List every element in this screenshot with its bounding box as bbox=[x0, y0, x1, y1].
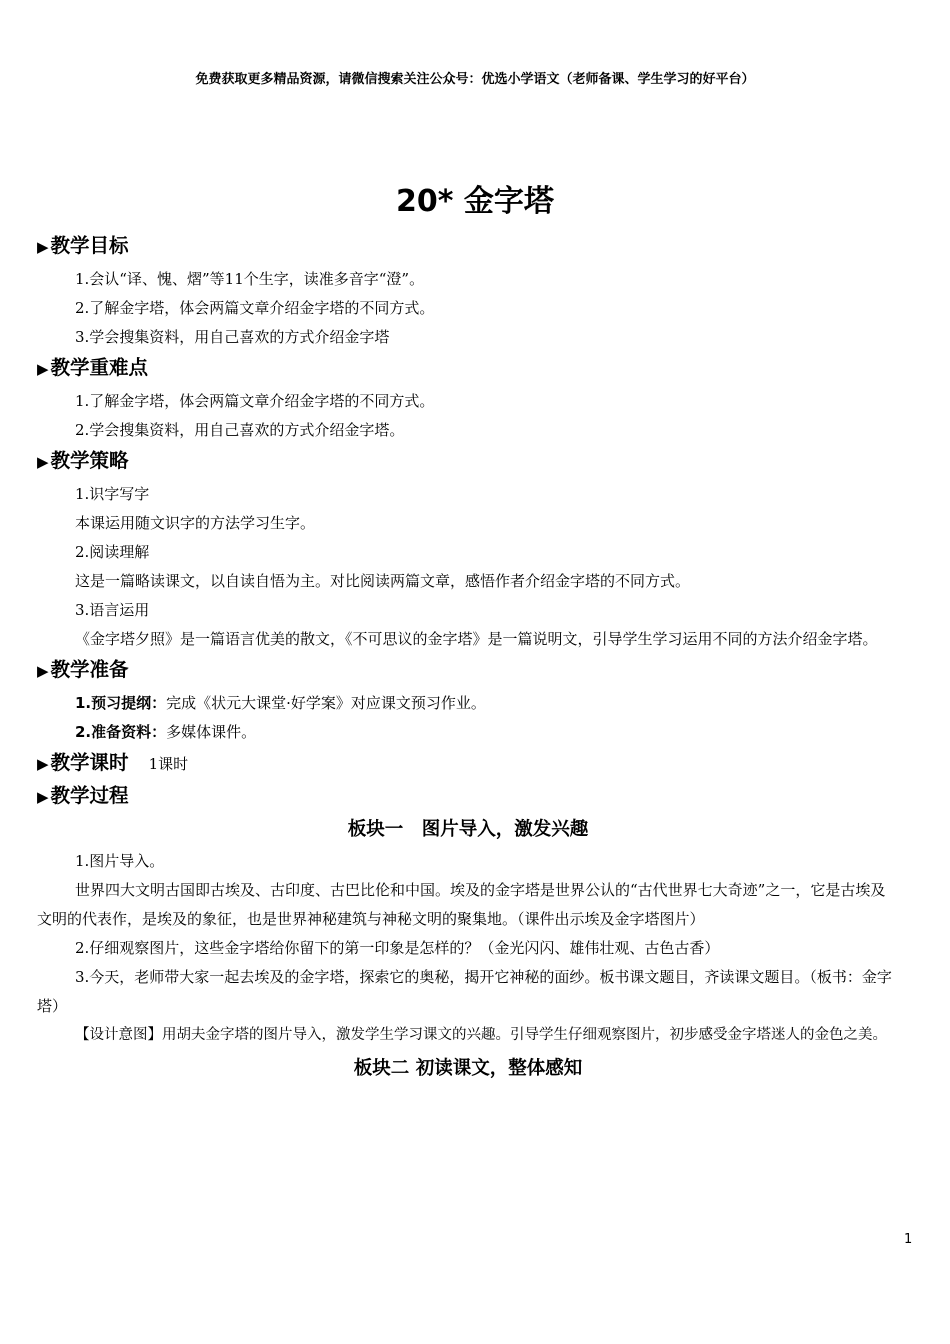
goal-item: 2.了解金字塔，体会两篇文章介绍金字塔的不同方式。 bbox=[75, 299, 435, 317]
block-two-title: 板块二 初读课文，整体感知 bbox=[353, 1058, 583, 1079]
block-one-title: 板块一 图片导入，激发兴趣 bbox=[347, 819, 589, 840]
hours-value: 1课时 bbox=[148, 755, 189, 773]
section-heading-strategy: ▶ 教学策略 bbox=[37, 449, 129, 472]
process-item: 1.图片导入。 bbox=[75, 852, 165, 870]
goal-item: 3.学会搜集资料，用自己喜欢的方式介绍金字塔 bbox=[75, 328, 390, 346]
triangle-marker-icon: ▶ bbox=[37, 788, 49, 806]
goal-item: 1.会认“译、愧、熠”等11个生字，读准多音字“澄”。 bbox=[75, 270, 425, 288]
process-item: 世界四大文明古国即古埃及、古印度、古巴比伦和中国。埃及的金字塔是世界公认的“古代世界七大奇迹”之一，它是古埃及文明的代表作，是埃及的象征，也是世界神秘建筑与神秘文明的聚集地。（课件出示埃及金字塔图片） bbox=[37, 881, 886, 928]
strategy-item: 这是一篇略读课文，以自读自悟为主。对比阅读两篇文章，感悟作者介绍金字塔的不同方式。 bbox=[75, 572, 691, 590]
triangle-marker-icon: ▶ bbox=[37, 238, 49, 256]
triangle-marker-icon: ▶ bbox=[37, 360, 49, 378]
strategy-item: 3.语言运用 bbox=[75, 601, 150, 619]
process-item: 2.仔细观察图片，这些金字塔给你留下的第一印象是怎样的？（金光闪闪、雄伟壮观、古色古香） bbox=[75, 939, 720, 957]
strategy-item: 1.识字写字 bbox=[75, 485, 150, 503]
section-heading-goals: ▶ 教学目标 bbox=[37, 234, 129, 257]
triangle-marker-icon: ▶ bbox=[37, 755, 49, 773]
triangle-marker-icon: ▶ bbox=[37, 662, 49, 680]
section-heading-hours: ▶ 教学课时 1课时 bbox=[37, 751, 189, 774]
prep-item: 2.准备资料：多媒体课件。 bbox=[75, 723, 257, 741]
section-heading-prep: ▶ 教学准备 bbox=[37, 658, 129, 681]
strategy-item: 2.阅读理解 bbox=[75, 543, 150, 561]
section-heading-keypoints: ▶ 教学重难点 bbox=[37, 356, 149, 379]
promo-banner: 免费获取更多精品资源，请微信搜索关注公众号：优选小学语文（老师备课、学生学习的好平台） bbox=[195, 72, 755, 87]
process-item: 3.今天，老师带大家一起去埃及的金字塔，探索它的奥秘，揭开它神秘的面纱。板书课文题目，齐读课文题目。（板书：金字塔） bbox=[37, 968, 892, 1015]
keypoint-item: 2.学会搜集资料，用自己喜欢的方式介绍金字塔。 bbox=[75, 421, 405, 439]
lesson-title: 20* 金字塔 bbox=[396, 184, 554, 219]
strategy-item: 本课运用随文识字的方法学习生字。 bbox=[75, 514, 316, 532]
prep-item: 1.预习提纲：完成《状元大课堂·好学案》对应课文预习作业。 bbox=[75, 694, 486, 712]
strategy-item: 《金字塔夕照》是一篇语言优美的散文，《不可思议的金字塔》是一篇说明文，引导学生学习运用不同的方法介绍金字塔。 bbox=[75, 630, 878, 648]
lesson-content bbox=[37, 230, 899, 1086]
keypoint-item: 1.了解金字塔，体会两篇文章介绍金字塔的不同方式。 bbox=[75, 392, 435, 410]
section-heading-process: ▶ 教学过程 bbox=[37, 784, 129, 807]
design-intent: 【设计意图】用胡夫金字塔的图片导入，激发学生学习课文的兴趣。引导学生仔细观察图片，初步感受金字塔迷人的金色之美。 bbox=[75, 1027, 887, 1043]
page-number: 1 bbox=[904, 1232, 913, 1247]
triangle-marker-icon: ▶ bbox=[37, 453, 49, 471]
